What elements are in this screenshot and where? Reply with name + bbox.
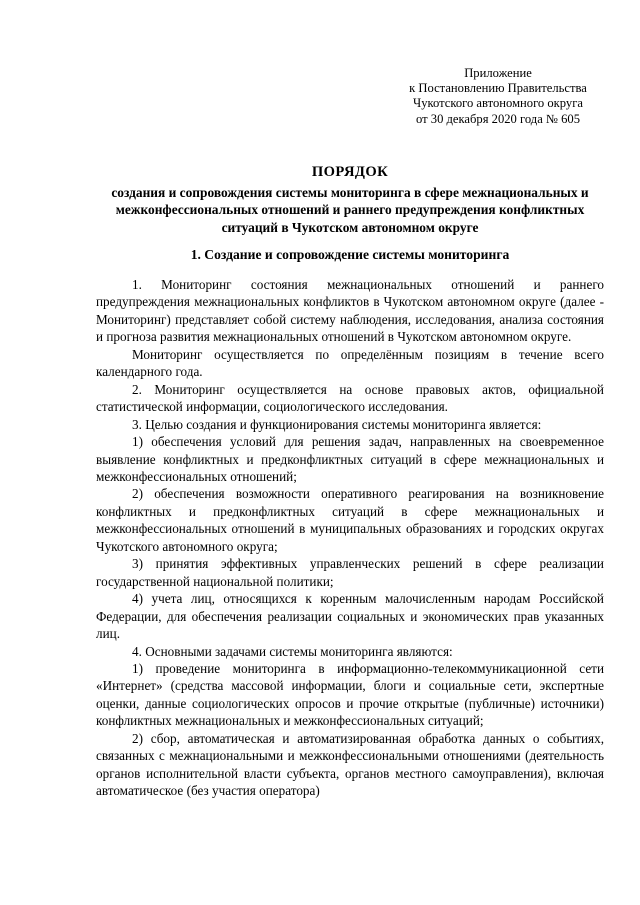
appendix-line: к Постановлению Правительства bbox=[409, 81, 587, 96]
paragraph: 4) учета лиц, относящихся к коренным малочисленным народам Российской Федерации, для обеспечения реализации социальных и экономических прав указанных лиц. bbox=[96, 591, 604, 642]
paragraph: 1) обеспечения условий для решения задач, направленных на своевременное выявление конфликтных и предконфликтных ситуаций в сфере межнациональных и межконфессиональных отношений; bbox=[96, 434, 604, 484]
paragraph: Мониторинг осуществляется по определённым позициям в течение всего календарного года. bbox=[96, 346, 604, 380]
paragraph: 1) проведение мониторинга в информационно-телекоммуникационной сети «Интернет» (средства массовой информации, блоги и социальные сети, экспертные оценки, данные социологических опросов и прочие открытые (публичные) источники) конфликтных межнациональных и межконфессиональных ситуаций; bbox=[96, 660, 604, 729]
document-body bbox=[96, 276, 604, 800]
appendix-line: Приложение bbox=[464, 66, 532, 80]
appendix-line: от 30 декабря 2020 года № 605 bbox=[415, 111, 580, 126]
paragraph: 3) принятия эффективных управленческих решений в сфере реализации государственной национальной политики; bbox=[96, 556, 604, 589]
title-subtitle: создания и сопровождения системы мониторинга в сфере межнациональных и межконфессиональных отношений и раннего предупреждения конфликтных ситуаций в Чукотском автономном округе bbox=[111, 185, 589, 235]
appendix-line: Чукотского автономного округа bbox=[413, 96, 583, 111]
title-main: ПОРЯДОК bbox=[311, 164, 389, 180]
paragraph: 2) сбор, автоматическая и автоматизированная обработка данных о событиях, связанных с межнациональными и межконфессиональными отношениями (деятельность органов исполнительной власти субъекта, органов местного самоуправления), включая автоматическое (без участия оператора) bbox=[96, 730, 604, 799]
paragraph: 3. Целью создания и функционирования системы мониторинга является: bbox=[132, 416, 542, 432]
appendix-header bbox=[398, 66, 598, 127]
paragraph: 2. Мониторинг осуществляется на основе правовых актов, официальной статистической информации, социологического исследования. bbox=[96, 381, 604, 415]
paragraph: 1. Мониторинг состояния межнациональных отношений и раннего предупреждения межнациональных конфликтов в Чукотском автономном округе (далее - Мониторинг) представляет собой систему наблюдения, исследования, анализа состояния и прогноза развития межнациональных отношений в Чукотском автономном округе. bbox=[96, 277, 604, 345]
paragraph: 4. Основными задачами системы мониторинга являются: bbox=[132, 643, 453, 659]
document-title bbox=[96, 163, 604, 236]
paragraph: 2) обеспечения возможности оперативного реагирования на возникновение конфликтных и предконфликтных ситуаций в сфере межнациональных и межконфессиональных отношений в муниципальных образованиях и городских округах Чукотского автономного округа; bbox=[96, 486, 604, 554]
section-heading: 1. Создание и сопровождение системы мониторинга bbox=[190, 247, 510, 262]
